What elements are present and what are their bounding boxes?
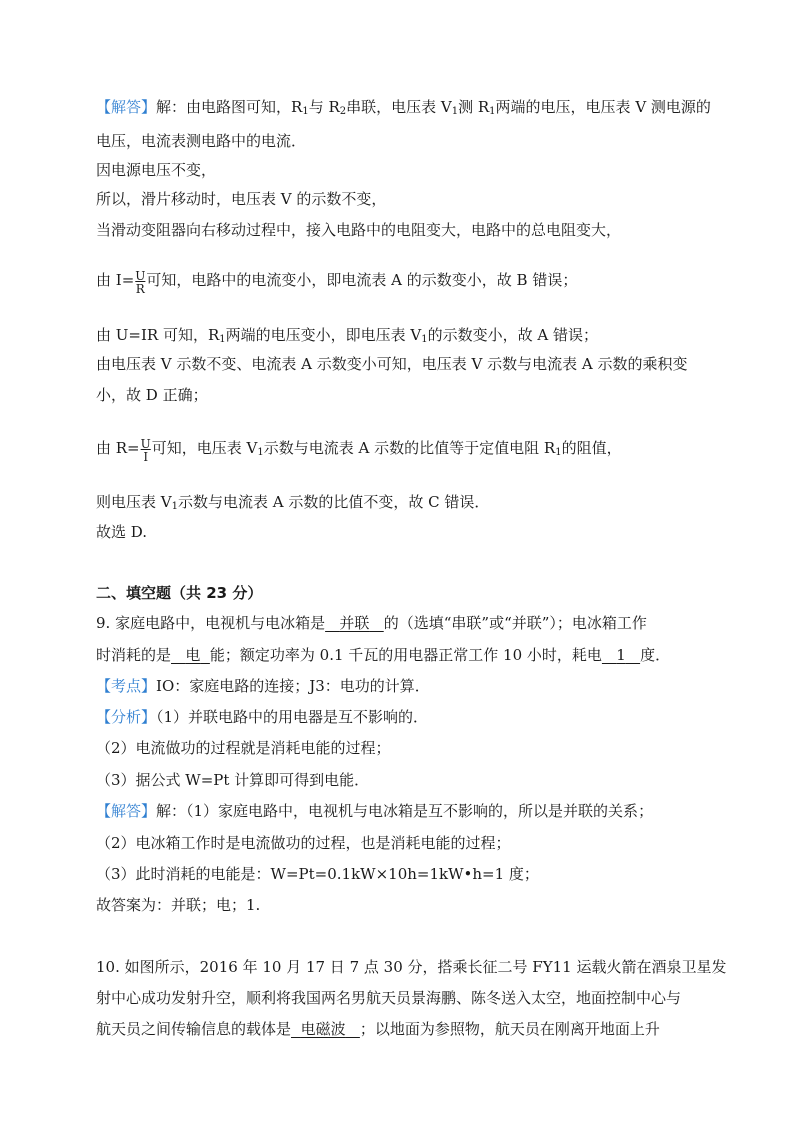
q9-jieda: 【解答】解：（1）家庭电路中，电视机与电冰箱是互不影响的，所以是并联的关系； <box>96 802 654 820</box>
solution-line-2: 电压，电流表测电路中的电流． <box>96 132 307 150</box>
q9-answer: 故答案为：并联；电；1. <box>96 896 261 914</box>
fraction-u-over-r: $\frac{U}{R}$ <box>135 269 146 296</box>
q9-fenxi-3: （3）据公式 W=Pt 计算即可得到电能． <box>96 771 370 789</box>
q9-fenxi: 【分析】（1）并联电路中的用电器是互不影响的． <box>96 708 429 726</box>
kaodian-tag: 【考点】 <box>96 677 157 695</box>
q10-blank-1: 电磁波 <box>300 1020 346 1038</box>
answer-tag: 【解答】 <box>96 98 157 116</box>
q10-line-3: 航天员之间传输信息的载体是 电磁波 ；以地面为参照物，航天员在刚离开地面上升 <box>96 1020 660 1038</box>
solution-line-10: 由 R= $\frac{U}{I}$ 可知，电压表 $V_1$示数与电流表 A 示数的比值等于定值电阻 $R_1$的阻值， <box>96 437 622 464</box>
q9-kaodian: 【考点】IO：家庭电路的连接；J3：电功的计算． <box>96 677 430 695</box>
solution-line-1: 【解答】解：由电路图可知，$R_1$与 $R_2$串联，电压表 $V_1$测 $R_1$两端的电压，电压表 V 测电源的 <box>96 98 711 117</box>
q10-line-1: 10. 如图所示，2016 年 10 月 17 日 7 点 30 分，搭乘长征二号 FY11 运载火箭在酒泉卫星发 <box>96 958 727 976</box>
section-heading: 二、填空题（共 23 分） <box>96 584 263 602</box>
fenxi-tag: 【分析】 <box>96 708 157 726</box>
solution-line-5: 当滑动变阻器向右移动过程中，接入电路中的电阻变大，电路中的总电阻变大， <box>96 221 622 239</box>
solution-line-4: 所以，滑片移动时，电压表 V 的示数不变， <box>96 190 387 208</box>
q9-line-1: 9. 家庭电路中，电视机与电冰箱是 并联 的（选填“串联”或“并联”）；电冰箱工作 <box>96 614 647 632</box>
q9-fenxi-2: （2）电流做功的过程就是消耗电能的过程； <box>96 739 391 757</box>
q9-jieda-2: （2）电冰箱工作时是电流做功的过程，也是消耗电能的过程； <box>96 834 511 852</box>
solution-line-7: 由 U=IR 可知，$R_1$两端的电压变小，即电压表 $V_1$的示数变小，故 A 错误； <box>96 326 598 345</box>
q9-blank-1: 并联 <box>339 614 370 632</box>
solution-line-12: 故选 D. <box>96 523 148 541</box>
q10-line-2: 射中心成功发射升空，顺利将我国两名男航天员景海鹏、陈冬送入太空，地面控制中心与 <box>96 989 682 1007</box>
fraction-u-over-i: $\frac{U}{I}$ <box>140 437 151 464</box>
solution-line-6: 由 I= $\frac{U}{R}$ 可知，电路中的电流变小，即电流表 A 的示数变小，故 B 错误； <box>96 269 578 296</box>
jieda-tag: 【解答】 <box>96 802 157 820</box>
solution-line-11: 则电压表 $V_1$示数与电流表 A 示数的比值不变，故 C 错误． <box>96 493 490 512</box>
solution-line-8: 由电压表 V 示数不变、电流表 A 示数变小可知，电压表 V 示数与电流表 A 示数的乘积变 <box>96 355 688 373</box>
q9-jieda-3: （3）此时消耗的电能是：W=Pt=0.1kW×10h=1kW•h=1 度； <box>96 865 539 883</box>
q9-line-2: 时消耗的是 电 能；额定功率为 0.1 千瓦的用电器正常工作 10 小时，耗电 1 度． <box>96 646 671 664</box>
solution-line-9: 小，故 D 正确； <box>96 386 208 404</box>
solution-line-3: 因电源电压不变， <box>96 161 217 179</box>
q9-blank-3: 1 <box>616 646 626 664</box>
q9-blank-2: 电 <box>185 646 201 664</box>
